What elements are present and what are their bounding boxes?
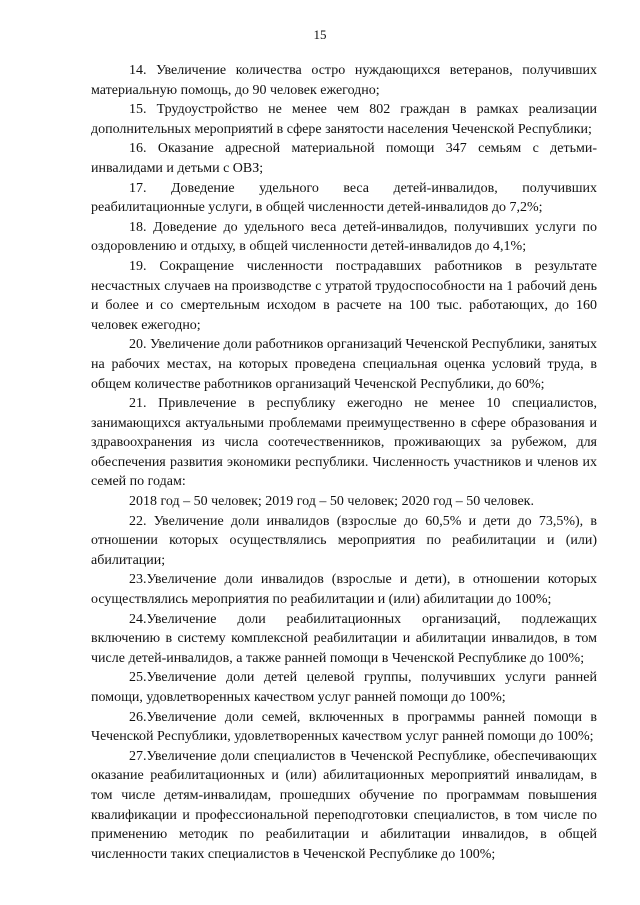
paragraph-18: 18. Доведение до удельного веса детей-инвалидов, получивших услуги по оздоровлению и отдыху, в общей численности детей-инвалидов до 4,1%; [91,219,597,255]
paragraph-27: 27.Увеличение доли специалистов в Чеченской Республике, обеспечивающих оказание реабилитационных и (или) абилитационных мероприятий инвалидам, в том числе детям-инвалидам, прошедших обучение по программам повышения квалификации и профессиональной переподготовки специалистов, в том числе по применению методик по реабилитации и абилитации инвалидов, в общей численности таких специалистов в Чеченской Республике до 100%; [91,748,597,862]
paragraph-20: 20. Увеличение доли работников организаций Чеченской Республики, занятых на рабочих местах, на которых проведена специальная оценка условий труда, в общем количестве работников организаций Чеченской Республики, до 60%; [91,337,597,392]
paragraph-25: 25.Увеличение доли детей целевой группы, получивших услуги ранней помощи, удовлетворенных качеством услуг ранней помощи до 100%; [91,670,597,705]
paragraph-21: 21. Привлечение в республику ежегодно не менее 10 специалистов, занимающихся актуальными проблемами преимущественно в сфере образования и здравоохранения из числа соотечественников, проживающих за рубежом, для обеспечения развития экономики республики. Численность участников и членов их семей по годам: [91,396,597,490]
paragraph-23: 23.Увеличение доли инвалидов (взрослые и дети), в отношении которых осуществлялись мероприятия по реабилитации и (или) абилитации до 100%; [91,572,597,608]
paragraph-14: 14. Увеличение количества остро нуждающихся ветеранов, получивших материальную помощь, до 90 человек ежегодно; [91,63,597,98]
paragraph-21-years: 2018 год – 50 человек; 2019 год – 50 человек; 2020 год – 50 человек. [129,494,534,510]
document-body [91,61,597,864]
page-number: 15 [313,27,327,42]
paragraph-24: 24.Увеличение доли реабилитационных организаций, подлежащих включению в систему комплексной реабилитации и абилитации инвалидов, в том числе детей-инвалидов, а также ранней помощи в Чеченской Республике до 100%; [91,611,597,666]
paragraph-17: 17. Доведение удельного веса детей-инвалидов, получивших реабилитационные услуги, в общей численности детей-инвалидов до 7,2%; [91,180,597,216]
paragraph-26: 26.Увеличение доли семей, включенных в программы ранней помощи в Чеченской Республики, удовлетворенных качеством услуг ранней помощи до 100%; [91,709,597,745]
paragraph-16: 16. Оказание адресной материальной помощи 347 семьям с детьми-инвалидами и детьми с ОВЗ; [91,141,597,176]
paragraph-15: 15. Трудоустройство не менее чем 802 граждан в рамках реализации дополнительных мероприятий в сфере занятости населения Чеченской Республики; [91,102,597,137]
paragraph-22: 22. Увеличение доли инвалидов (взрослые до 60,5% и дети до 73,5%), в отношении которых осуществлялись мероприятия по реабилитации и (или) абилитации; [91,513,597,568]
paragraph-19: 19. Сокращение численности пострадавших работников в результате несчастных случаев на производстве с утратой трудоспособности на 1 рабочий день и более и со смертельным исходом в расчете на 100 тыс. работающих, до 160 человек ежегодно; [91,258,597,333]
